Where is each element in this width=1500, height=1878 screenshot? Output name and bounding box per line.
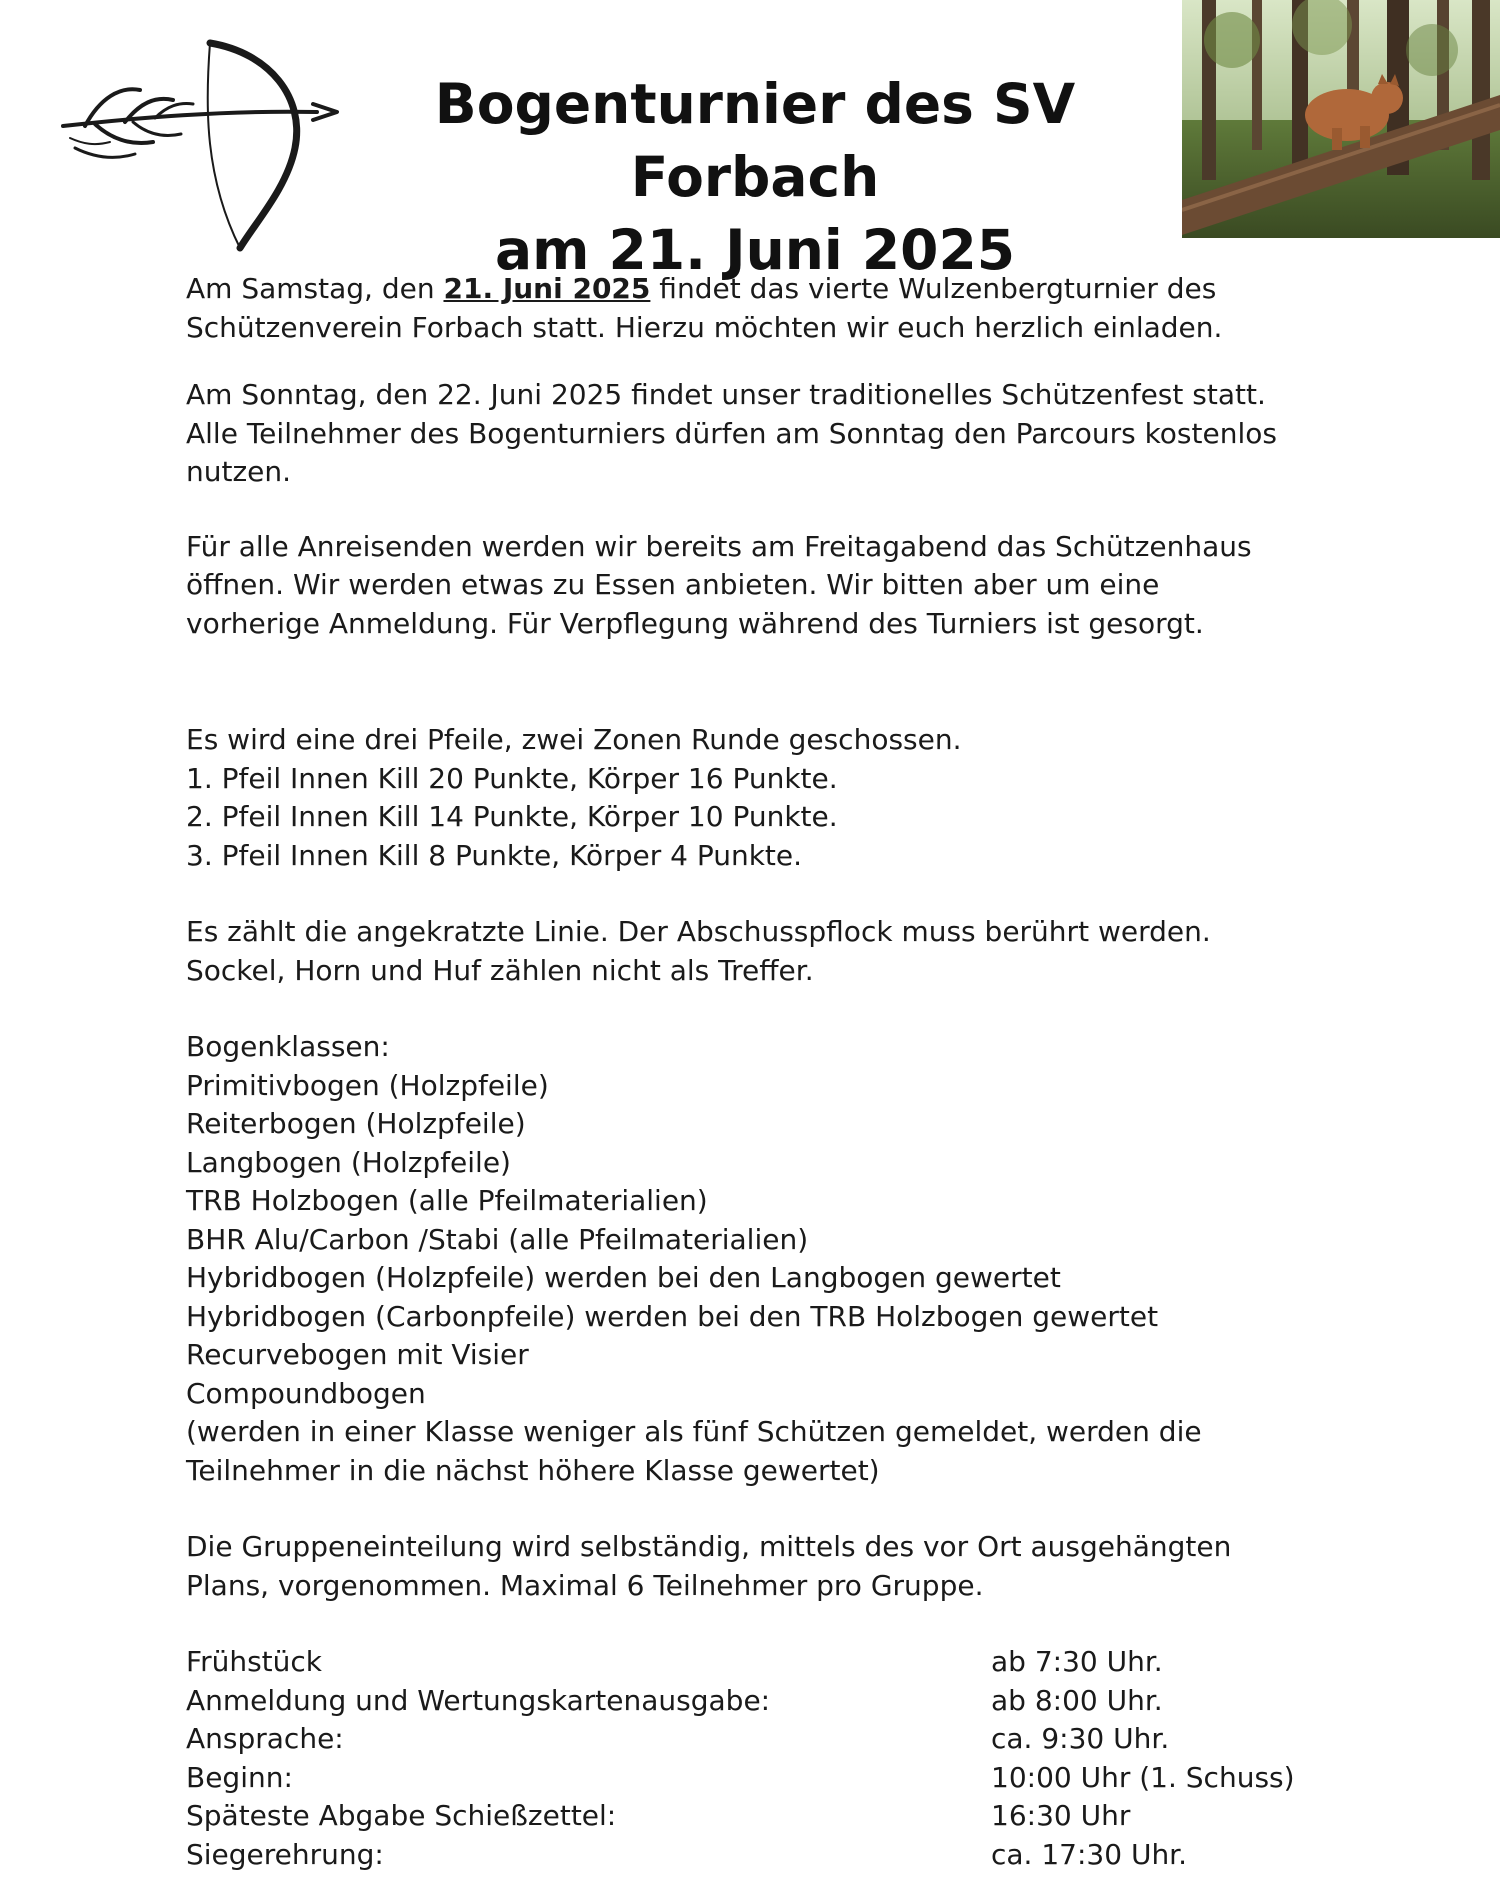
schedule-row — [186, 1836, 1386, 1875]
schedule-label: Beginn: — [186, 1760, 293, 1794]
class-item: TRB Holzbogen (alle Pfeilmaterialien) — [186, 1184, 708, 1217]
class-item: Hybridbogen (Carbonpfeile) werden bei den TRB Holzbogen gewertet — [186, 1299, 1159, 1333]
intro-line: Schützenverein Forbach statt. Hierzu möchten wir euch herzlich einladen. — [186, 310, 1223, 344]
class-note: Teilnehmer in die nächst höhere Klasse gewertet) — [186, 1453, 880, 1487]
schedule-time: ca. 9:30 Uhr. — [991, 1722, 1170, 1755]
intro-line: Alle Teilnehmer des Bogenturniers dürfen am Sonntag den Parcours kostenlos — [186, 416, 1277, 450]
intro-line: Für alle Anreisenden werden wir bereits am Freitagabend das Schützenhaus — [186, 529, 1252, 563]
scoring-line: 3. Pfeil Innen Kill 8 Punkte, Körper 4 Punkte. — [186, 838, 803, 872]
schedule-row — [186, 1797, 1386, 1836]
intro-line: öffnen. Wir werden etwas zu Essen anbieten. Wir bitten aber um eine — [186, 568, 1160, 601]
intro-text: findet das vierte Wulzenbergturnier des — [650, 272, 1217, 305]
schedule-label: Siegerehrung: — [186, 1837, 384, 1871]
bow-and-arrow-icon — [55, 38, 345, 253]
schedule-label: Anmeldung und Wertungskartenausgabe: — [186, 1683, 771, 1717]
schedule-time: ab 8:00 Uhr. — [991, 1683, 1163, 1717]
class-item: Compoundbogen — [186, 1376, 426, 1410]
title-line-2: am 21. Juni 2025 — [494, 218, 1015, 282]
schedule-table — [186, 1643, 1386, 1874]
schedule-time: ca. 17:30 Uhr. — [991, 1837, 1188, 1871]
forest-archery-target-photo — [1182, 0, 1500, 238]
class-note: (werden in einer Klasse weniger als fünf Schützen gemeldet, werden die — [186, 1415, 1202, 1448]
scoring-line: Es wird eine drei Pfeile, zwei Zonen Runde geschossen. — [186, 723, 962, 756]
rules-line: Es zählt die angekratzte Linie. Der Abschusspflock muss berührt werden. — [186, 915, 1211, 948]
class-item: Reiterbogen (Holzpfeile) — [186, 1107, 526, 1140]
intro-paragraph-1 — [186, 270, 1386, 309]
schedule-row — [186, 1720, 1386, 1759]
class-item: BHR Alu/Carbon /Stabi (alle Pfeilmaterialien) — [186, 1222, 809, 1256]
classes-heading: Bogenklassen: — [186, 1030, 390, 1063]
schedule-label: Frühstück — [186, 1645, 322, 1678]
scoring-line: 1. Pfeil Innen Kill 20 Punkte, Körper 16 Punkte. — [186, 761, 838, 795]
schedule-time: 10:00 Uhr (1. Schuss) — [991, 1760, 1295, 1794]
schedule-row — [186, 1759, 1386, 1798]
title-line-1: Bogenturnier des SV Forbach — [434, 72, 1076, 209]
schedule-row — [186, 1682, 1386, 1721]
class-item: Langbogen (Holzpfeile) — [186, 1145, 511, 1179]
intro-line: vorherige Anmeldung. Für Verpflegung während des Turniers ist gesorgt. — [186, 606, 1204, 640]
rules-line: Sockel, Horn und Huf zählen nicht als Treffer. — [186, 953, 814, 987]
scoring-line: 2. Pfeil Innen Kill 14 Punkte, Körper 10 Punkte. — [186, 800, 838, 833]
invitation-body — [186, 270, 1386, 1874]
class-item: Recurvebogen mit Visier — [186, 1338, 529, 1371]
schedule-time: 16:30 Uhr — [991, 1799, 1131, 1832]
intro-line: nutzen. — [186, 455, 292, 488]
groups-line: Die Gruppeneinteilung wird selbständig, mittels des vor Ort ausgehängten — [186, 1530, 1232, 1563]
class-item: Primitivbogen (Holzpfeile) — [186, 1068, 549, 1102]
schedule-label: Späteste Abgabe Schießzettel: — [186, 1799, 617, 1832]
intro-text: Am Samstag, den — [186, 272, 444, 305]
groups-line: Plans, vorgenommen. Maximal 6 Teilnehmer pro Gruppe. — [186, 1568, 984, 1602]
schedule-time: ab 7:30 Uhr. — [991, 1645, 1163, 1678]
intro-line: Am Sonntag, den 22. Juni 2025 findet unser traditionelles Schützenfest statt. — [186, 378, 1266, 411]
tournament-date: 21. Juni 2025 — [443, 272, 651, 305]
schedule-label: Ansprache: — [186, 1722, 344, 1755]
schedule-row — [186, 1643, 1386, 1682]
page-title — [330, 68, 1180, 287]
class-item: Hybridbogen (Holzpfeile) werden bei den Langbogen gewertet — [186, 1261, 1061, 1294]
